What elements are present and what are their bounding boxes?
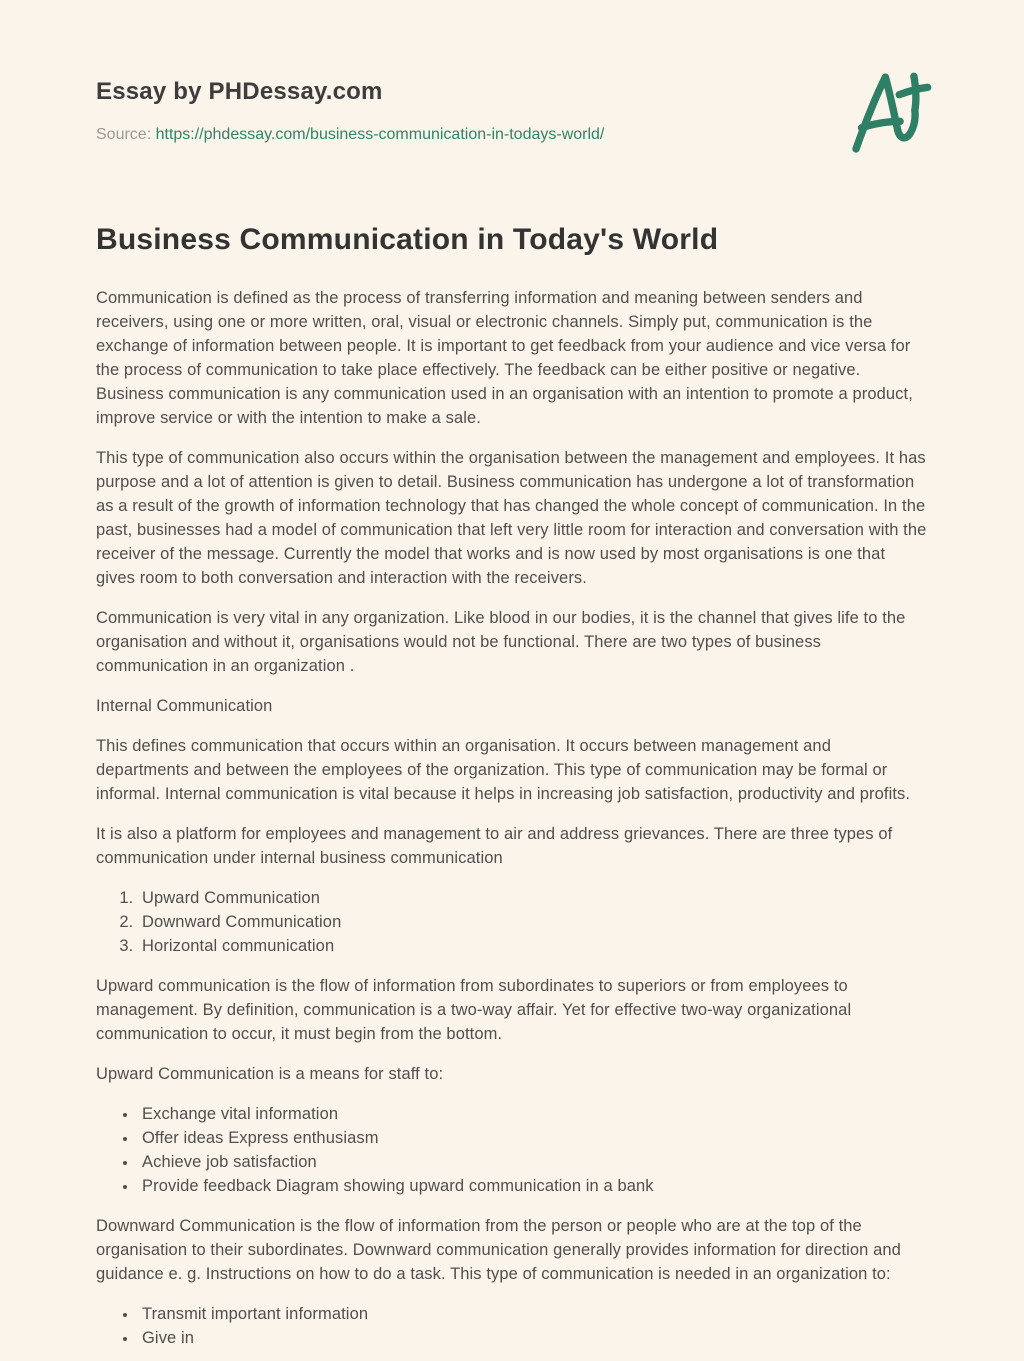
paragraph-upward-definition: Upward communication is the flow of information from subordinates to superiors or from employees to management. By definition, communication is a two-way affair. Yet for effective two-way organizational communication to occur, it must begin from the bottom.	[96, 977, 852, 1043]
essay-body	[96, 286, 928, 1350]
essay-title: Business Communication in Today's World	[96, 223, 719, 256]
list-item: 2. Downward Communication	[138, 910, 928, 934]
paragraph-upward-means-intro: Upward Communication is a means for staff to:	[96, 1065, 444, 1083]
list-item: 1. Upward Communication	[138, 886, 928, 910]
paragraph-vital: Communication is very vital in any organization. Like blood in our bodies, it is the channel that gives life to the organisation and without it, organisations would not be functional. There are two types of business communication in an organization .	[96, 609, 906, 675]
page-brand-title: Essay by PHDessay.com	[96, 78, 383, 105]
internal-communication-heading: Internal Communication	[96, 697, 273, 715]
list-item: • Achieve job satisfaction	[138, 1150, 928, 1174]
list-item: • Provide feedback Diagram showing upward communication in a bank	[138, 1174, 928, 1198]
phdessay-a-plus-logo-icon	[844, 64, 936, 164]
list-item: 3. Horizontal communication	[138, 934, 928, 958]
upward-means-list	[96, 1102, 928, 1198]
source-line	[96, 126, 928, 144]
paragraph-internal-definition: This defines communication that occurs within an organisation. It occurs between management and departments and between the employees of the organization. This type of communication may be formal or informal. Internal communication is vital because it helps in increasing job satisfaction, productivity and profits.	[96, 737, 911, 803]
list-item: • Exchange vital information	[138, 1102, 928, 1126]
source-label: Source:	[96, 126, 152, 143]
paragraph-transformation: This type of communication also occurs within the organisation between the management and employees. It has purpose and a lot of attention is given to detail. Business communication has undergone a lot of transformation as a result of the growth of information technology that has changed the whole concept of communication. In the past, businesses had a model of communication that left very little room for interaction and conversation with the receiver of the message. Currently the model that works and is now used by most organisations is one that gives room to both conversation and interaction with the receivers.	[96, 449, 927, 587]
list-item: • Give in	[138, 1326, 928, 1350]
paragraph-platform: It is also a platform for employees and management to air and address grievances. There are three types of communication under internal business communication	[96, 825, 893, 867]
list-item: • Transmit important information	[138, 1302, 928, 1326]
internal-communication-types-list	[96, 886, 928, 958]
list-item: • Offer ideas Express enthusiasm	[138, 1126, 928, 1150]
paragraph-intro: Communication is defined as the process of transferring information and meaning between senders and receivers, using one or more written, oral, visual or electronic channels. Simply put, communication is the exchange of information between people. It is important to get feedback from your audience and vice versa for the process of communication to take place effectively. The feedback can be either positive or negative. Business communication is any communication used in an organisation with an intention to promote a product, improve service or with the intention to make a sale.	[96, 289, 913, 427]
downward-needs-list	[96, 1302, 928, 1350]
source-url-link[interactable]: https://phdessay.com/business-communication-in-todays-world/	[155, 126, 605, 143]
paragraph-downward-definition: Downward Communication is the flow of information from the person or people who are at the top of the organisation to their subordinates. Downward communication generally provides information for direction and guidance e. g. Instructions on how to do a task. This type of communication is needed in an organization to:	[96, 1217, 901, 1283]
